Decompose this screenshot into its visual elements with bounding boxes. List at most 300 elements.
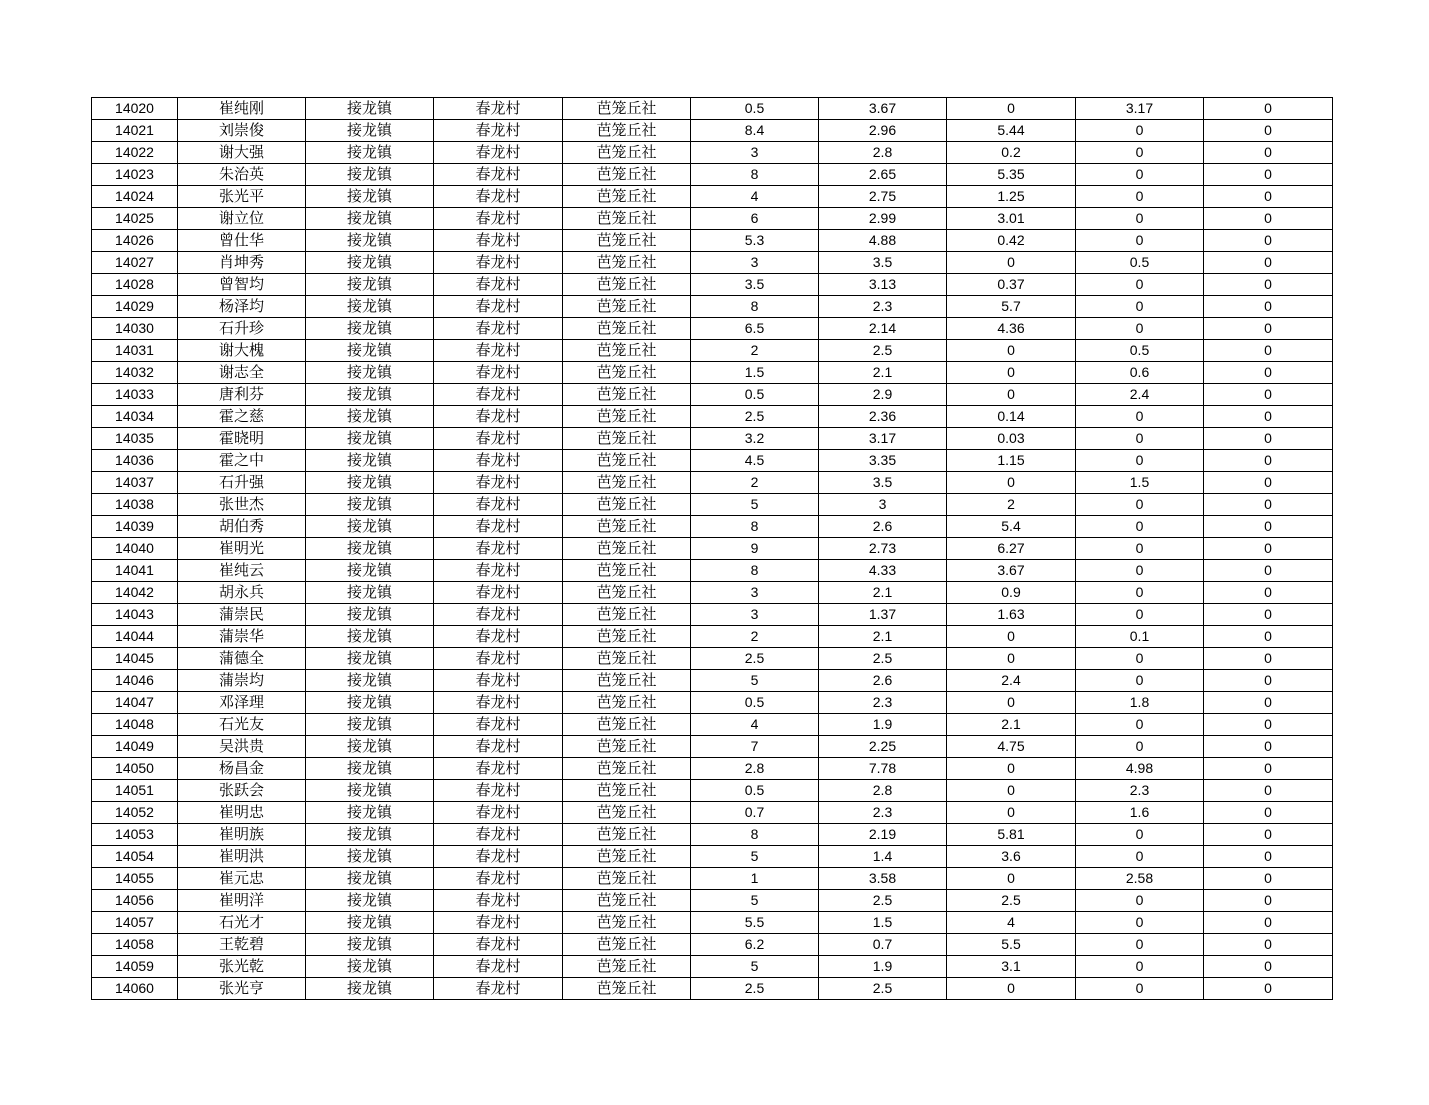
group-cell: 芭笼丘社 bbox=[563, 868, 691, 890]
value-b-cell: 2.36 bbox=[819, 406, 947, 428]
value-a-cell: 7 bbox=[691, 736, 819, 758]
value-e-cell: 0 bbox=[1204, 230, 1333, 252]
value-e-cell: 0 bbox=[1204, 274, 1333, 296]
id-cell: 14060 bbox=[92, 978, 178, 1000]
group-cell: 芭笼丘社 bbox=[563, 802, 691, 824]
value-b-cell: 2.8 bbox=[819, 142, 947, 164]
value-e-cell: 0 bbox=[1204, 736, 1333, 758]
village-cell: 春龙村 bbox=[434, 912, 563, 934]
value-b-cell: 2.9 bbox=[819, 384, 947, 406]
value-d-cell: 0 bbox=[1076, 164, 1204, 186]
id-cell: 14030 bbox=[92, 318, 178, 340]
value-a-cell: 4 bbox=[691, 186, 819, 208]
name-cell: 肖坤秀 bbox=[178, 252, 306, 274]
value-e-cell: 0 bbox=[1204, 912, 1333, 934]
value-c-cell: 5.44 bbox=[947, 120, 1076, 142]
value-e-cell: 0 bbox=[1204, 296, 1333, 318]
table-row bbox=[92, 98, 1333, 120]
value-d-cell: 3.17 bbox=[1076, 98, 1204, 120]
value-a-cell: 6 bbox=[691, 208, 819, 230]
value-e-cell: 0 bbox=[1204, 186, 1333, 208]
value-d-cell: 0 bbox=[1076, 912, 1204, 934]
id-cell: 14038 bbox=[92, 494, 178, 516]
group-cell: 芭笼丘社 bbox=[563, 428, 691, 450]
town-cell: 接龙镇 bbox=[306, 670, 434, 692]
value-e-cell: 0 bbox=[1204, 802, 1333, 824]
name-cell: 张光平 bbox=[178, 186, 306, 208]
value-c-cell: 0 bbox=[947, 648, 1076, 670]
value-c-cell: 5.7 bbox=[947, 296, 1076, 318]
village-cell: 春龙村 bbox=[434, 802, 563, 824]
name-cell: 唐利芬 bbox=[178, 384, 306, 406]
table-row bbox=[92, 692, 1333, 714]
value-a-cell: 4 bbox=[691, 714, 819, 736]
value-e-cell: 0 bbox=[1204, 670, 1333, 692]
value-e-cell: 0 bbox=[1204, 406, 1333, 428]
group-cell: 芭笼丘社 bbox=[563, 956, 691, 978]
village-cell: 春龙村 bbox=[434, 98, 563, 120]
id-cell: 14034 bbox=[92, 406, 178, 428]
name-cell: 曾智均 bbox=[178, 274, 306, 296]
table-row bbox=[92, 604, 1333, 626]
town-cell: 接龙镇 bbox=[306, 186, 434, 208]
value-a-cell: 4.5 bbox=[691, 450, 819, 472]
value-a-cell: 2 bbox=[691, 626, 819, 648]
value-d-cell: 0 bbox=[1076, 450, 1204, 472]
value-a-cell: 3 bbox=[691, 142, 819, 164]
value-e-cell: 0 bbox=[1204, 582, 1333, 604]
value-c-cell: 0 bbox=[947, 626, 1076, 648]
value-c-cell: 0 bbox=[947, 384, 1076, 406]
name-cell: 曾仕华 bbox=[178, 230, 306, 252]
id-cell: 14027 bbox=[92, 252, 178, 274]
group-cell: 芭笼丘社 bbox=[563, 714, 691, 736]
value-c-cell: 0.03 bbox=[947, 428, 1076, 450]
id-cell: 14055 bbox=[92, 868, 178, 890]
value-b-cell: 2.8 bbox=[819, 780, 947, 802]
value-c-cell: 2.1 bbox=[947, 714, 1076, 736]
town-cell: 接龙镇 bbox=[306, 494, 434, 516]
value-c-cell: 0.42 bbox=[947, 230, 1076, 252]
table-row bbox=[92, 406, 1333, 428]
value-d-cell: 0.5 bbox=[1076, 340, 1204, 362]
value-d-cell: 0 bbox=[1076, 274, 1204, 296]
group-cell: 芭笼丘社 bbox=[563, 164, 691, 186]
village-cell: 春龙村 bbox=[434, 714, 563, 736]
value-e-cell: 0 bbox=[1204, 450, 1333, 472]
village-cell: 春龙村 bbox=[434, 868, 563, 890]
group-cell: 芭笼丘社 bbox=[563, 824, 691, 846]
value-a-cell: 8 bbox=[691, 824, 819, 846]
town-cell: 接龙镇 bbox=[306, 736, 434, 758]
table-row bbox=[92, 912, 1333, 934]
group-cell: 芭笼丘社 bbox=[563, 670, 691, 692]
town-cell: 接龙镇 bbox=[306, 758, 434, 780]
value-d-cell: 2.3 bbox=[1076, 780, 1204, 802]
table-row bbox=[92, 560, 1333, 582]
group-cell: 芭笼丘社 bbox=[563, 648, 691, 670]
village-cell: 春龙村 bbox=[434, 604, 563, 626]
value-a-cell: 6.5 bbox=[691, 318, 819, 340]
value-e-cell: 0 bbox=[1204, 560, 1333, 582]
id-cell: 14058 bbox=[92, 934, 178, 956]
value-b-cell: 2.65 bbox=[819, 164, 947, 186]
town-cell: 接龙镇 bbox=[306, 648, 434, 670]
value-d-cell: 0 bbox=[1076, 296, 1204, 318]
id-cell: 14048 bbox=[92, 714, 178, 736]
id-cell: 14045 bbox=[92, 648, 178, 670]
group-cell: 芭笼丘社 bbox=[563, 186, 691, 208]
name-cell: 崔明洋 bbox=[178, 890, 306, 912]
group-cell: 芭笼丘社 bbox=[563, 912, 691, 934]
value-e-cell: 0 bbox=[1204, 494, 1333, 516]
value-c-cell: 0.37 bbox=[947, 274, 1076, 296]
value-b-cell: 3.17 bbox=[819, 428, 947, 450]
name-cell: 张光亨 bbox=[178, 978, 306, 1000]
value-b-cell: 2.25 bbox=[819, 736, 947, 758]
value-a-cell: 3.5 bbox=[691, 274, 819, 296]
town-cell: 接龙镇 bbox=[306, 626, 434, 648]
value-a-cell: 1.5 bbox=[691, 362, 819, 384]
value-c-cell: 2 bbox=[947, 494, 1076, 516]
value-d-cell: 4.98 bbox=[1076, 758, 1204, 780]
village-cell: 春龙村 bbox=[434, 164, 563, 186]
value-d-cell: 0 bbox=[1076, 186, 1204, 208]
village-cell: 春龙村 bbox=[434, 494, 563, 516]
id-cell: 14054 bbox=[92, 846, 178, 868]
value-b-cell: 2.6 bbox=[819, 670, 947, 692]
table-row bbox=[92, 802, 1333, 824]
value-e-cell: 0 bbox=[1204, 890, 1333, 912]
value-b-cell: 3.35 bbox=[819, 450, 947, 472]
value-b-cell: 2.5 bbox=[819, 340, 947, 362]
village-cell: 春龙村 bbox=[434, 230, 563, 252]
value-d-cell: 0 bbox=[1076, 846, 1204, 868]
table-row bbox=[92, 340, 1333, 362]
value-c-cell: 0 bbox=[947, 868, 1076, 890]
id-cell: 14039 bbox=[92, 516, 178, 538]
group-cell: 芭笼丘社 bbox=[563, 472, 691, 494]
value-b-cell: 1.4 bbox=[819, 846, 947, 868]
value-a-cell: 8 bbox=[691, 560, 819, 582]
value-c-cell: 0 bbox=[947, 252, 1076, 274]
town-cell: 接龙镇 bbox=[306, 120, 434, 142]
name-cell: 崔明忠 bbox=[178, 802, 306, 824]
value-c-cell: 0.9 bbox=[947, 582, 1076, 604]
value-b-cell: 2.75 bbox=[819, 186, 947, 208]
id-cell: 14035 bbox=[92, 428, 178, 450]
value-a-cell: 2.5 bbox=[691, 406, 819, 428]
value-e-cell: 0 bbox=[1204, 252, 1333, 274]
id-cell: 14032 bbox=[92, 362, 178, 384]
value-d-cell: 0 bbox=[1076, 428, 1204, 450]
value-b-cell: 2.5 bbox=[819, 890, 947, 912]
group-cell: 芭笼丘社 bbox=[563, 252, 691, 274]
name-cell: 蒲崇华 bbox=[178, 626, 306, 648]
town-cell: 接龙镇 bbox=[306, 428, 434, 450]
name-cell: 谢志全 bbox=[178, 362, 306, 384]
value-b-cell: 4.88 bbox=[819, 230, 947, 252]
group-cell: 芭笼丘社 bbox=[563, 494, 691, 516]
value-d-cell: 0.1 bbox=[1076, 626, 1204, 648]
value-d-cell: 0 bbox=[1076, 824, 1204, 846]
group-cell: 芭笼丘社 bbox=[563, 230, 691, 252]
town-cell: 接龙镇 bbox=[306, 824, 434, 846]
value-c-cell: 4 bbox=[947, 912, 1076, 934]
value-e-cell: 0 bbox=[1204, 428, 1333, 450]
value-d-cell: 0 bbox=[1076, 494, 1204, 516]
value-c-cell: 0 bbox=[947, 978, 1076, 1000]
value-a-cell: 2.5 bbox=[691, 648, 819, 670]
value-e-cell: 0 bbox=[1204, 648, 1333, 670]
village-cell: 春龙村 bbox=[434, 318, 563, 340]
village-cell: 春龙村 bbox=[434, 582, 563, 604]
value-c-cell: 0 bbox=[947, 758, 1076, 780]
table-row bbox=[92, 296, 1333, 318]
value-a-cell: 2 bbox=[691, 472, 819, 494]
value-b-cell: 2.1 bbox=[819, 362, 947, 384]
group-cell: 芭笼丘社 bbox=[563, 736, 691, 758]
value-a-cell: 0.5 bbox=[691, 98, 819, 120]
town-cell: 接龙镇 bbox=[306, 296, 434, 318]
value-b-cell: 1.9 bbox=[819, 714, 947, 736]
value-c-cell: 0 bbox=[947, 362, 1076, 384]
id-cell: 14036 bbox=[92, 450, 178, 472]
name-cell: 石光友 bbox=[178, 714, 306, 736]
town-cell: 接龙镇 bbox=[306, 868, 434, 890]
village-cell: 春龙村 bbox=[434, 538, 563, 560]
value-b-cell: 2.1 bbox=[819, 582, 947, 604]
value-c-cell: 3.6 bbox=[947, 846, 1076, 868]
value-c-cell: 3.67 bbox=[947, 560, 1076, 582]
value-b-cell: 3.5 bbox=[819, 472, 947, 494]
value-d-cell: 0 bbox=[1076, 538, 1204, 560]
id-cell: 14033 bbox=[92, 384, 178, 406]
value-b-cell: 3 bbox=[819, 494, 947, 516]
value-e-cell: 0 bbox=[1204, 868, 1333, 890]
value-a-cell: 5 bbox=[691, 846, 819, 868]
value-a-cell: 3.2 bbox=[691, 428, 819, 450]
value-e-cell: 0 bbox=[1204, 384, 1333, 406]
value-d-cell: 0 bbox=[1076, 956, 1204, 978]
name-cell: 蒲崇民 bbox=[178, 604, 306, 626]
value-e-cell: 0 bbox=[1204, 714, 1333, 736]
value-d-cell: 0 bbox=[1076, 142, 1204, 164]
town-cell: 接龙镇 bbox=[306, 582, 434, 604]
value-a-cell: 5 bbox=[691, 494, 819, 516]
value-a-cell: 5 bbox=[691, 670, 819, 692]
name-cell: 王乾碧 bbox=[178, 934, 306, 956]
value-c-cell: 6.27 bbox=[947, 538, 1076, 560]
value-c-cell: 1.25 bbox=[947, 186, 1076, 208]
table-row bbox=[92, 230, 1333, 252]
id-cell: 14026 bbox=[92, 230, 178, 252]
value-c-cell: 0.14 bbox=[947, 406, 1076, 428]
value-b-cell: 3.13 bbox=[819, 274, 947, 296]
town-cell: 接龙镇 bbox=[306, 340, 434, 362]
value-a-cell: 8 bbox=[691, 164, 819, 186]
table-row bbox=[92, 582, 1333, 604]
village-cell: 春龙村 bbox=[434, 384, 563, 406]
value-e-cell: 0 bbox=[1204, 318, 1333, 340]
value-a-cell: 3 bbox=[691, 252, 819, 274]
name-cell: 崔明族 bbox=[178, 824, 306, 846]
table-row bbox=[92, 736, 1333, 758]
value-e-cell: 0 bbox=[1204, 604, 1333, 626]
group-cell: 芭笼丘社 bbox=[563, 978, 691, 1000]
value-b-cell: 2.5 bbox=[819, 978, 947, 1000]
value-e-cell: 0 bbox=[1204, 142, 1333, 164]
value-e-cell: 0 bbox=[1204, 934, 1333, 956]
value-d-cell: 0 bbox=[1076, 230, 1204, 252]
name-cell: 胡伯秀 bbox=[178, 516, 306, 538]
table-row bbox=[92, 318, 1333, 340]
town-cell: 接龙镇 bbox=[306, 318, 434, 340]
group-cell: 芭笼丘社 bbox=[563, 274, 691, 296]
group-cell: 芭笼丘社 bbox=[563, 934, 691, 956]
value-e-cell: 0 bbox=[1204, 626, 1333, 648]
table-row bbox=[92, 934, 1333, 956]
table-row bbox=[92, 890, 1333, 912]
value-c-cell: 3.1 bbox=[947, 956, 1076, 978]
id-cell: 14051 bbox=[92, 780, 178, 802]
village-cell: 春龙村 bbox=[434, 274, 563, 296]
village-cell: 春龙村 bbox=[434, 626, 563, 648]
town-cell: 接龙镇 bbox=[306, 692, 434, 714]
value-b-cell: 1.5 bbox=[819, 912, 947, 934]
value-d-cell: 0 bbox=[1076, 934, 1204, 956]
value-d-cell: 0.5 bbox=[1076, 252, 1204, 274]
name-cell: 蒲崇均 bbox=[178, 670, 306, 692]
table-row bbox=[92, 648, 1333, 670]
name-cell: 朱治英 bbox=[178, 164, 306, 186]
group-cell: 芭笼丘社 bbox=[563, 758, 691, 780]
value-b-cell: 1.37 bbox=[819, 604, 947, 626]
value-d-cell: 2.4 bbox=[1076, 384, 1204, 406]
table-row bbox=[92, 384, 1333, 406]
table-row bbox=[92, 714, 1333, 736]
name-cell: 杨泽均 bbox=[178, 296, 306, 318]
id-cell: 14049 bbox=[92, 736, 178, 758]
table-row bbox=[92, 846, 1333, 868]
value-a-cell: 5 bbox=[691, 890, 819, 912]
group-cell: 芭笼丘社 bbox=[563, 516, 691, 538]
value-e-cell: 0 bbox=[1204, 538, 1333, 560]
group-cell: 芭笼丘社 bbox=[563, 340, 691, 362]
village-cell: 春龙村 bbox=[434, 956, 563, 978]
value-b-cell: 2.1 bbox=[819, 626, 947, 648]
town-cell: 接龙镇 bbox=[306, 142, 434, 164]
id-cell: 14024 bbox=[92, 186, 178, 208]
village-cell: 春龙村 bbox=[434, 670, 563, 692]
table-row bbox=[92, 142, 1333, 164]
village-cell: 春龙村 bbox=[434, 758, 563, 780]
town-cell: 接龙镇 bbox=[306, 384, 434, 406]
value-d-cell: 0 bbox=[1076, 890, 1204, 912]
value-c-cell: 0 bbox=[947, 802, 1076, 824]
village-cell: 春龙村 bbox=[434, 978, 563, 1000]
value-c-cell: 0 bbox=[947, 692, 1076, 714]
name-cell: 崔明光 bbox=[178, 538, 306, 560]
group-cell: 芭笼丘社 bbox=[563, 890, 691, 912]
group-cell: 芭笼丘社 bbox=[563, 450, 691, 472]
value-d-cell: 0 bbox=[1076, 208, 1204, 230]
town-cell: 接龙镇 bbox=[306, 164, 434, 186]
value-d-cell: 2.58 bbox=[1076, 868, 1204, 890]
value-e-cell: 0 bbox=[1204, 98, 1333, 120]
name-cell: 霍之慈 bbox=[178, 406, 306, 428]
value-d-cell: 0 bbox=[1076, 604, 1204, 626]
value-e-cell: 0 bbox=[1204, 340, 1333, 362]
name-cell: 谢大槐 bbox=[178, 340, 306, 362]
value-b-cell: 2.19 bbox=[819, 824, 947, 846]
value-a-cell: 0.5 bbox=[691, 780, 819, 802]
town-cell: 接龙镇 bbox=[306, 934, 434, 956]
town-cell: 接龙镇 bbox=[306, 890, 434, 912]
table-row bbox=[92, 494, 1333, 516]
id-cell: 14022 bbox=[92, 142, 178, 164]
id-cell: 14053 bbox=[92, 824, 178, 846]
value-e-cell: 0 bbox=[1204, 472, 1333, 494]
group-cell: 芭笼丘社 bbox=[563, 582, 691, 604]
value-c-cell: 0 bbox=[947, 340, 1076, 362]
town-cell: 接龙镇 bbox=[306, 604, 434, 626]
value-d-cell: 0 bbox=[1076, 714, 1204, 736]
value-c-cell: 3.01 bbox=[947, 208, 1076, 230]
value-c-cell: 5.81 bbox=[947, 824, 1076, 846]
table-row bbox=[92, 780, 1333, 802]
value-d-cell: 1.5 bbox=[1076, 472, 1204, 494]
value-c-cell: 2.5 bbox=[947, 890, 1076, 912]
town-cell: 接龙镇 bbox=[306, 956, 434, 978]
village-cell: 春龙村 bbox=[434, 560, 563, 582]
table-row bbox=[92, 252, 1333, 274]
village-cell: 春龙村 bbox=[434, 208, 563, 230]
group-cell: 芭笼丘社 bbox=[563, 98, 691, 120]
table-row bbox=[92, 670, 1333, 692]
town-cell: 接龙镇 bbox=[306, 98, 434, 120]
town-cell: 接龙镇 bbox=[306, 780, 434, 802]
id-cell: 14023 bbox=[92, 164, 178, 186]
id-cell: 14025 bbox=[92, 208, 178, 230]
group-cell: 芭笼丘社 bbox=[563, 604, 691, 626]
table-row bbox=[92, 164, 1333, 186]
id-cell: 14042 bbox=[92, 582, 178, 604]
id-cell: 14040 bbox=[92, 538, 178, 560]
id-cell: 14020 bbox=[92, 98, 178, 120]
value-b-cell: 3.67 bbox=[819, 98, 947, 120]
village-cell: 春龙村 bbox=[434, 142, 563, 164]
table-row bbox=[92, 956, 1333, 978]
id-cell: 14056 bbox=[92, 890, 178, 912]
name-cell: 蒲德全 bbox=[178, 648, 306, 670]
value-d-cell: 0 bbox=[1076, 648, 1204, 670]
table-row bbox=[92, 472, 1333, 494]
value-a-cell: 9 bbox=[691, 538, 819, 560]
group-cell: 芭笼丘社 bbox=[563, 780, 691, 802]
value-b-cell: 2.14 bbox=[819, 318, 947, 340]
name-cell: 崔明洪 bbox=[178, 846, 306, 868]
value-b-cell: 2.3 bbox=[819, 296, 947, 318]
village-cell: 春龙村 bbox=[434, 736, 563, 758]
table-row bbox=[92, 978, 1333, 1000]
value-a-cell: 6.2 bbox=[691, 934, 819, 956]
group-cell: 芭笼丘社 bbox=[563, 626, 691, 648]
village-cell: 春龙村 bbox=[434, 362, 563, 384]
name-cell: 胡永兵 bbox=[178, 582, 306, 604]
village-cell: 春龙村 bbox=[434, 450, 563, 472]
name-cell: 石光才 bbox=[178, 912, 306, 934]
